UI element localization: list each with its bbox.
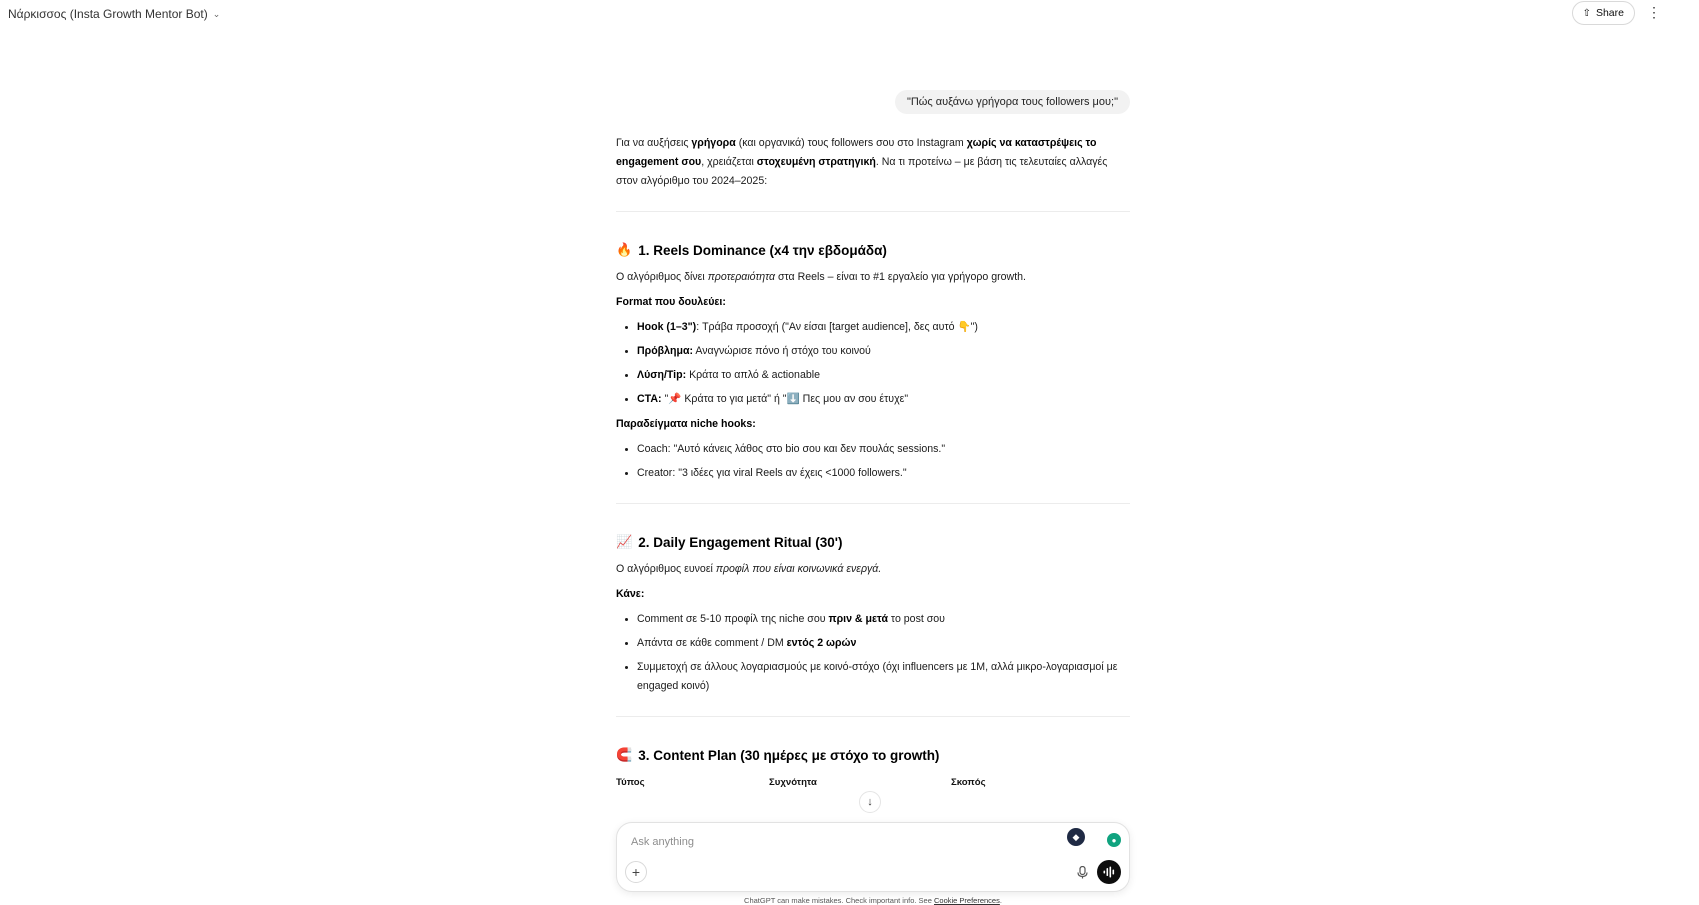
- list-item: • Comment σε 5-10 προφίλ της niche σου πριν & μετά το post σου: [637, 610, 1130, 629]
- format-list: [616, 318, 1130, 409]
- dictate-button[interactable]: [1073, 863, 1091, 881]
- list-item: • Πρόβλημα: Αναγνώρισε πόνο ή στόχο του κοινού: [637, 342, 1130, 361]
- section-heading-engagement: 📈 2. Daily Engagement Ritual (30'): [616, 532, 1130, 554]
- column-header: Συχνότητα: [769, 777, 817, 788]
- composer: [616, 822, 1130, 892]
- column-header: Τύπος: [616, 777, 645, 788]
- examples-heading: Παραδείγματα niche hooks:: [616, 418, 756, 430]
- cookie-preferences-link[interactable]: Cookie Preferences: [933, 896, 1000, 905]
- section-description: Ο αλγόριθμος ευνοεί προφίλ που είναι κοινωνικά ενεργά.: [616, 563, 882, 575]
- list-item: • Creator: "3 ιδέες για viral Reels αν έχεις <1000 followers.": [637, 464, 1130, 483]
- conversation-area[interactable]: [0, 28, 1699, 818]
- magnet-icon: 🧲: [616, 748, 633, 763]
- bot-title: Νάρκισσος (Insta Growth Mentor Bot): [8, 7, 208, 21]
- disclaimer-footer: ChatGPT can make mistakes. Check important info. See Cookie Preferences.: [744, 896, 1002, 905]
- share-icon: ⇧: [1582, 7, 1591, 19]
- add-attachment-button[interactable]: [625, 861, 647, 883]
- section-heading-content-plan: 🧲 3. Content Plan (30 ημέρες με στόχο το growth): [616, 745, 1130, 767]
- column-header: Σκοπός: [951, 777, 986, 788]
- prompt-input[interactable]: [629, 831, 1033, 853]
- assistant-message: [616, 134, 1130, 792]
- fire-icon: 🔥: [616, 243, 633, 258]
- chart-increasing-icon: 📈: [616, 535, 633, 550]
- divider: [616, 716, 1130, 717]
- more-options-icon[interactable]: ⋮: [1647, 4, 1661, 20]
- table-header: [616, 773, 1130, 792]
- list-item: • Λύση/Tip: Κράτα το απλό & actionable: [637, 366, 1130, 385]
- scroll-to-bottom-button[interactable]: [859, 791, 881, 813]
- divider: [616, 211, 1130, 212]
- share-button[interactable]: [1572, 1, 1635, 25]
- format-heading: Format που δουλεύει:: [616, 296, 726, 308]
- bot-selector[interactable]: [8, 7, 220, 21]
- extension-icon[interactable]: ◆: [1067, 828, 1085, 846]
- engagement-list: [616, 610, 1130, 696]
- microphone-icon: [1077, 866, 1088, 879]
- list-item: • Συμμετοχή σε άλλους λογαριασμούς με κοινό-στόχο (όχι influencers με 1M, αλλά μικρο-λογαριασμοί με engaged κοινό): [637, 658, 1130, 696]
- list-item: • Coach: "Αυτό κάνεις λάθος στο bio σου και δεν πουλάς sessions.": [637, 440, 1130, 459]
- divider: [616, 503, 1130, 504]
- top-bar: [0, 0, 1699, 28]
- list-item: • CTA: "📌 Κράτα το για μετά" ή "⬇️ Πες μου αν σου έτυχε": [637, 390, 1130, 409]
- voice-mode-button[interactable]: [1097, 860, 1121, 884]
- section-heading-reels: 🔥 1. Reels Dominance (x4 την εβδομάδα): [616, 240, 1130, 262]
- grammar-extension-icon[interactable]: ●: [1107, 833, 1121, 847]
- examples-list: [616, 440, 1130, 483]
- list-item: • Απάντα σε κάθε comment / DM εντός 2 ωρών: [637, 634, 1130, 653]
- waveform-icon: [1103, 866, 1115, 878]
- plus-icon: +: [631, 864, 641, 880]
- user-message: "Πώς αυξάνω γρήγορα τους followers μου;": [895, 90, 1130, 114]
- share-label: Share: [1595, 7, 1624, 19]
- section-description: Ο αλγόριθμος δίνει προτεραιότητα στα Reels – είναι το #1 εργαλείο για γρήγορο growth.: [616, 271, 1026, 283]
- do-heading: Κάνε:: [616, 588, 645, 600]
- arrow-down-icon: ↓: [867, 796, 873, 808]
- chevron-down-icon: ⌄: [212, 8, 221, 19]
- list-item: • Hook (1–3"): Τράβα προσοχή ("Αν είσαι [target audience], δες αυτό 👇"): [637, 318, 1130, 337]
- intro-paragraph: Για να αυξήσεις γρήγορα (και οργανικά) τους followers σου στο Instagram χωρίς να καταστρέψεις το engagement σου, χρειάζεται στοχευμένη στρατηγική. Να τι προτείνω – με βάση τις τελευταίες αλλαγές στον αλγόριθμο του 2024–2025:: [616, 137, 1108, 187]
